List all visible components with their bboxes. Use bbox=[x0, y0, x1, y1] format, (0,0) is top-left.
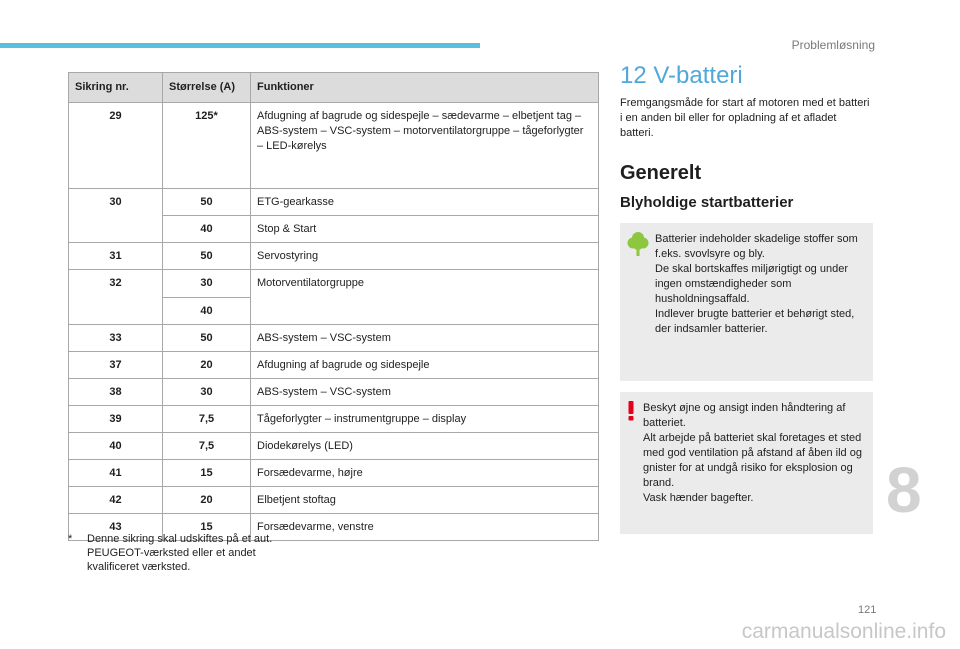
fuse-function: Elbetjent stoftag bbox=[251, 487, 599, 514]
fuse-number: 37 bbox=[69, 352, 163, 379]
fuse-table bbox=[68, 72, 599, 541]
table-row bbox=[69, 487, 599, 514]
table-row bbox=[69, 352, 599, 379]
footnote bbox=[68, 532, 298, 574]
table-row bbox=[69, 433, 599, 460]
fuse-size: 20 bbox=[163, 487, 251, 514]
fuse-function: Forsædevarme, højre bbox=[251, 460, 599, 487]
fuse-size: 30 bbox=[163, 379, 251, 406]
fuse-number: 41 bbox=[69, 460, 163, 487]
battery-title: 12 V-batteri bbox=[620, 62, 743, 89]
fuse-number: 43 bbox=[69, 514, 163, 541]
environment-note bbox=[620, 223, 873, 381]
fuse-function: Tågeforlygter – instrumentgruppe – display bbox=[251, 406, 599, 433]
column-header-size: Størrelse (A) bbox=[163, 73, 251, 103]
table-row bbox=[69, 189, 599, 216]
fuse-size: 50 bbox=[163, 325, 251, 352]
fuse-size: 15 bbox=[163, 514, 251, 541]
footnote-marker: * bbox=[68, 533, 73, 545]
table-row bbox=[69, 406, 599, 433]
fuse-size: 7,5 bbox=[163, 406, 251, 433]
warning-note-line: Vask hænder bagefter. bbox=[643, 492, 754, 504]
warning-note-line: Beskyt øjne og ansigt inden håndtering af batteriet. bbox=[643, 402, 846, 429]
fuse-number: 30 bbox=[69, 189, 163, 243]
tree-icon bbox=[627, 231, 649, 262]
warning-note-line: Alt arbejde på batteriet skal foretages et sted med god ventilation på afstand af åben ild og gnister for at undgå risiko for eksplosion og brand. bbox=[643, 432, 862, 489]
environment-note-line: De skal bortskaffes miljørigtigt og under ingen omstændigheder som husholdningsaffald. bbox=[655, 263, 848, 305]
fuse-size: 125* bbox=[163, 103, 251, 189]
fuse-number: 33 bbox=[69, 325, 163, 352]
top-accent-bar bbox=[0, 43, 480, 48]
table-row bbox=[69, 270, 599, 298]
section-title: Problemløsning bbox=[791, 38, 875, 52]
battery-intro: Fremgangsmåde for start af motoren med et batteri i en anden bil eller for opladning af et afladet batteri. bbox=[620, 97, 870, 139]
chapter-number: 8 bbox=[886, 454, 922, 526]
fuse-function: ABS-system – VSC-system bbox=[251, 325, 599, 352]
column-header-fuse: Sikring nr. bbox=[69, 73, 163, 103]
footnote-text: Denne sikring skal udskiftes på et aut. PEUGEOT-værksted eller et andet kvalificeret værksted. bbox=[87, 533, 273, 573]
environment-note-line: Indlever brugte batterier et behørigt sted, der indsamler batterier. bbox=[655, 308, 855, 335]
fuse-size: 30 bbox=[163, 270, 251, 298]
warning-note bbox=[620, 392, 873, 534]
fuse-number: 39 bbox=[69, 406, 163, 433]
fuse-number: 32 bbox=[69, 270, 163, 325]
fuse-size: 20 bbox=[163, 352, 251, 379]
fuse-number: 40 bbox=[69, 433, 163, 460]
column-header-function: Funktioner bbox=[251, 73, 599, 103]
fuse-function: Forsædevarme, venstre bbox=[251, 514, 599, 541]
fuse-function: ABS-system – VSC-system bbox=[251, 379, 599, 406]
watermark: carmanualsonline.info bbox=[741, 620, 946, 643]
page-number: 121 bbox=[858, 604, 877, 616]
fuse-size: 7,5 bbox=[163, 433, 251, 460]
table-row bbox=[69, 379, 599, 406]
table-row bbox=[69, 460, 599, 487]
fuse-function: Stop & Start bbox=[251, 216, 599, 243]
fuse-size: 40 bbox=[163, 298, 251, 325]
fuse-function: Motorventilatorgruppe bbox=[251, 270, 599, 325]
table-header-row bbox=[69, 73, 599, 103]
fuse-number: 31 bbox=[69, 243, 163, 270]
fuse-function: Afdugning af bagrude og sidespejle – sædevarme – elbetjent tag – ABS-system – VSC-system – motorventilatorgruppe – tågeforlygter – LED-kørelys bbox=[251, 103, 599, 189]
general-heading: Generelt bbox=[620, 162, 702, 184]
fuse-number: 29 bbox=[69, 103, 163, 189]
table-row bbox=[69, 243, 599, 270]
fuse-function: Afdugning af bagrude og sidespejle bbox=[251, 352, 599, 379]
fuse-function: ETG-gearkasse bbox=[251, 189, 599, 216]
exclamation-icon bbox=[627, 400, 635, 427]
fuse-function: Servostyring bbox=[251, 243, 599, 270]
environment-note-line: Batterier indeholder skadelige stoffer som f.eks. svovlsyre og bly. bbox=[655, 233, 858, 260]
fuse-size: 15 bbox=[163, 460, 251, 487]
fuse-function: Diodekørelys (LED) bbox=[251, 433, 599, 460]
table-row bbox=[69, 103, 599, 189]
fuse-number: 38 bbox=[69, 379, 163, 406]
fuse-size: 50 bbox=[163, 243, 251, 270]
table-row bbox=[69, 325, 599, 352]
fuse-number: 42 bbox=[69, 487, 163, 514]
fuse-size: 50 bbox=[163, 189, 251, 216]
fuse-size: 40 bbox=[163, 216, 251, 243]
lead-batteries-heading: Blyholdige startbatterier bbox=[620, 194, 794, 211]
